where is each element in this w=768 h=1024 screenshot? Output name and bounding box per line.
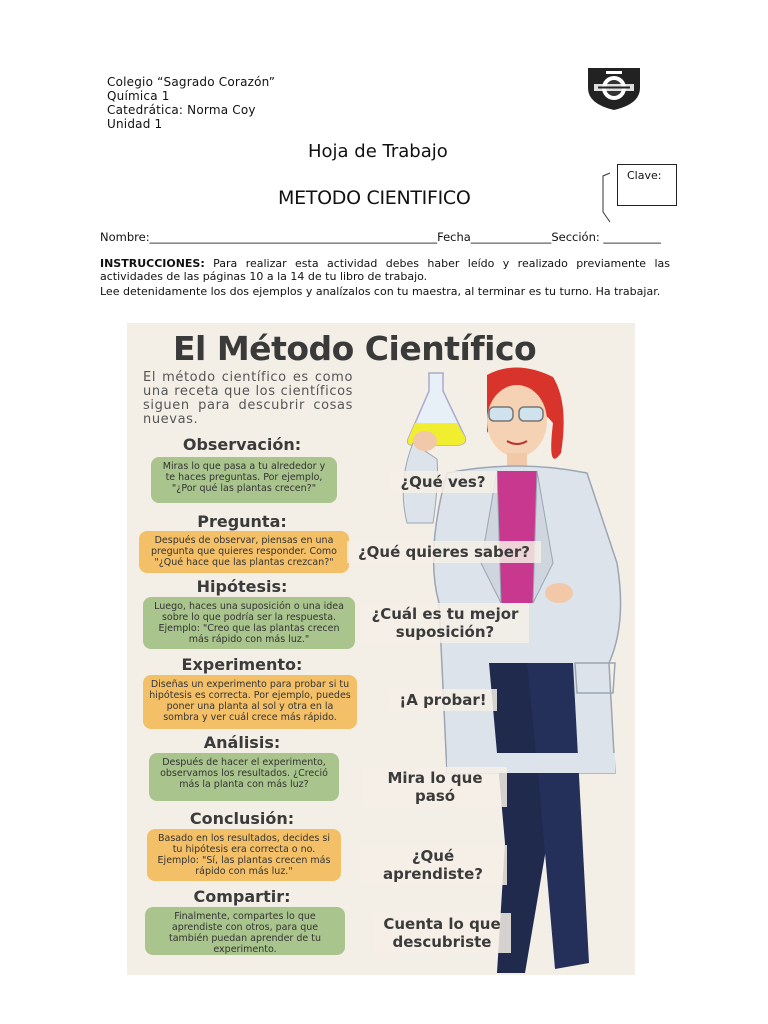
step-title-compartir: Compartir: [193, 887, 291, 906]
instructions-line2: Lee detenidamente los dos ejemplos y analízalos con tu maestra, al terminar es tu turno. Ha trabajar. [100, 285, 661, 298]
step-box-hipotesis: Luego, haces una suposición o una idea sobre lo que podría ser la respuesta. Ejemplo: "Creo que las plantas crecen más rápido con más luz." [143, 597, 355, 649]
school-name: Colegio “Sagrado Corazón” [107, 75, 276, 89]
step-title-observacion: Observación: [182, 435, 302, 454]
nombre-field[interactable]: Nombre:__________________________________________________ [100, 230, 438, 244]
step-box-compartir: Finalmente, compartes lo que aprendiste con otros, para que también puedan aprender de tu experimento. [145, 907, 345, 955]
question-observacion: ¿Qué ves? [389, 471, 497, 493]
fecha-field[interactable]: Fecha______________ [437, 230, 552, 244]
subject: Química 1 [107, 89, 170, 103]
step-box-conclusion: Basado en los resultados, decides si tu hipótesis era correcta o no. Ejemplo: "Sí, las plantas crecen más rápido con más luz." [147, 829, 341, 881]
sheet-title: Hoja de Trabajo [308, 141, 448, 162]
unit: Unidad 1 [107, 117, 163, 131]
step-box-analisis: Después de hacer el experimento, observamos los resultados. ¿Creció más la planta con más luz? [149, 753, 339, 801]
question-pregunta: ¿Qué quieres saber? [347, 541, 541, 563]
instructions [100, 257, 670, 283]
step-box-pregunta: Después de observar, piensas en una pregunta que quieres responder. Como "¿Qué hace que las plantas crezcan?" [139, 531, 349, 573]
bracket-decoration [598, 172, 612, 224]
step-title-pregunta: Pregunta: [197, 512, 287, 531]
clave-label: Clave: [627, 169, 662, 182]
step-title-experimento: Experimento: [181, 655, 303, 674]
infographic-intro: El método científico es como una receta que los científicos siguen para descubrir cosas nuevas. [143, 370, 353, 427]
infographic-title: El Método Científico [173, 329, 537, 368]
question-experimento: ¡A probar! [389, 689, 497, 711]
clave-box[interactable] [617, 164, 677, 206]
teacher: Catedrática: Norma Coy [107, 103, 256, 117]
question-compartir: Cuenta lo que descubriste [373, 913, 511, 953]
step-box-experimento: Diseñas un experimento para probar si tu hipótesis es correcta. Por ejemplo, puedes poner una planta al sol y otra en la sombra y ver cuál crece más rápido. [143, 675, 357, 729]
step-title-analisis: Análisis: [203, 733, 281, 752]
step-title-conclusion: Conclusión: [189, 809, 295, 828]
question-conclusion: ¿Qué aprendiste? [359, 845, 507, 885]
step-box-observacion: Miras lo que pasa a tu alrededor y te haces preguntas. Por ejemplo, "¿Por qué las plantas crecen?" [151, 457, 337, 503]
instructions-text: Para realizar esta actividad debes haber leído y realizado previamente las actividades de las páginas 10 a la 14 de tu libro de trabajo. [100, 257, 670, 283]
instructions-label: INSTRUCCIONES: [100, 257, 205, 270]
question-hipotesis: ¿Cuál es tu mejor suposición? [361, 603, 529, 643]
question-analisis: Mira lo que pasó [363, 767, 507, 807]
step-title-hipotesis: Hipótesis: [196, 577, 288, 596]
form-line [100, 230, 661, 244]
school-logo [584, 64, 644, 112]
infographic [127, 323, 635, 975]
seccion-field[interactable]: Sección: __________ [551, 230, 661, 244]
topic-title: METODO CIENTIFICO [278, 187, 471, 209]
